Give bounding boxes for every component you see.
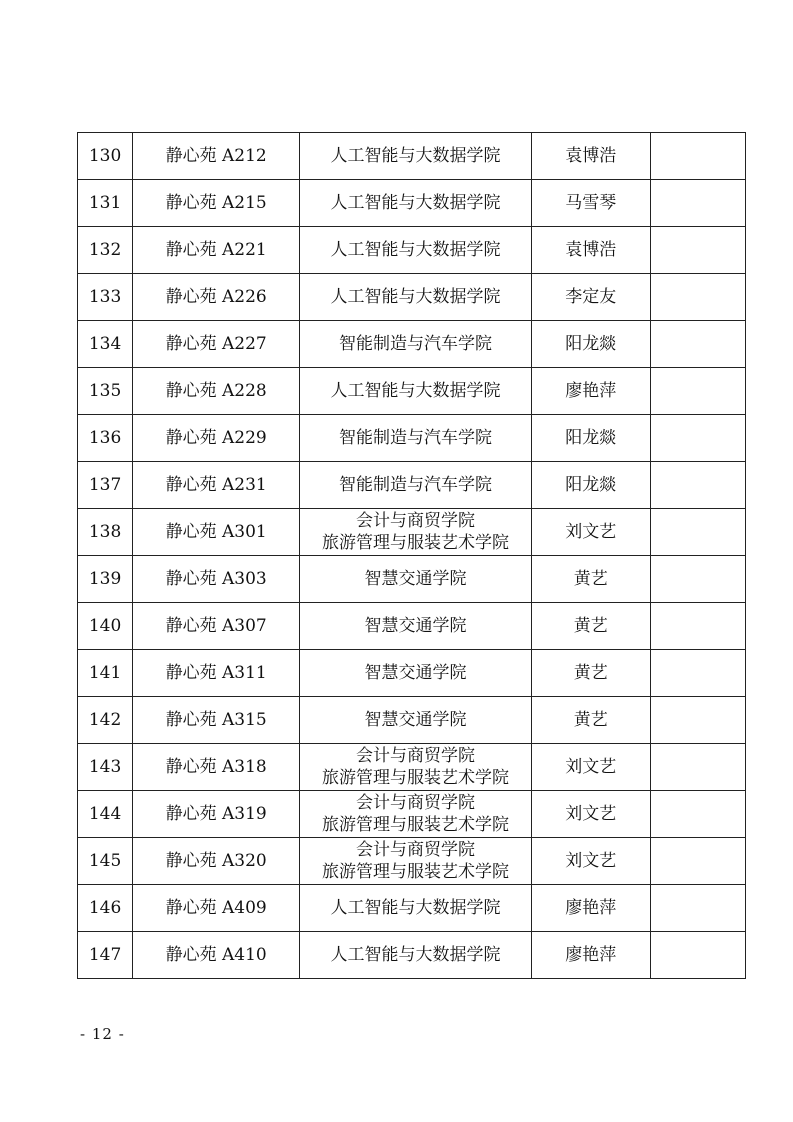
room-cell: 静心苑 A410 [133,932,300,979]
row-number-cell: 146 [78,885,133,932]
unit-cell [300,462,531,509]
room-cell: 静心苑 A226 [133,274,300,321]
unit-cell [300,932,531,979]
room-assignment-table [77,132,746,979]
row-number-cell: 139 [78,556,133,603]
manager-cell: 黄艺 [531,603,650,650]
room-cell: 静心苑 A311 [133,650,300,697]
unit-cell [300,697,531,744]
unit-name: 人工智能与大数据学院 [330,287,501,307]
manager-cell: 阳龙燚 [531,415,650,462]
row-number-cell: 134 [78,321,133,368]
row-number-cell: 138 [78,509,133,556]
table-row [78,650,746,697]
table-row [78,227,746,274]
room-cell: 静心苑 A319 [133,791,300,838]
table-body [78,133,746,979]
unit-name: 人工智能与大数据学院 [330,945,501,965]
note-cell [650,885,745,932]
unit-name: 人工智能与大数据学院 [330,381,501,401]
table-row [78,603,746,650]
note-cell [650,462,745,509]
row-number-cell: 135 [78,368,133,415]
unit-cell [300,274,531,321]
table-row [78,462,746,509]
table-row [78,697,746,744]
unit-name: 人工智能与大数据学院 [330,898,501,918]
unit-cell [300,133,531,180]
row-number-cell: 133 [78,274,133,321]
manager-cell: 廖艳萍 [531,932,650,979]
table-row [78,180,746,227]
note-cell [650,415,745,462]
manager-cell: 刘文艺 [531,838,650,885]
unit-name: 智慧交通学院 [364,663,467,683]
unit-name: 智能制造与汽车学院 [339,428,492,448]
room-cell: 静心苑 A315 [133,697,300,744]
note-cell [650,932,745,979]
unit-name: 会计与商贸学院 [356,840,475,860]
unit-name: 智慧交通学院 [364,616,467,636]
note-cell [650,744,745,791]
table-row [78,321,746,368]
table-row [78,415,746,462]
room-cell: 静心苑 A318 [133,744,300,791]
room-cell: 静心苑 A227 [133,321,300,368]
manager-cell: 黄艺 [531,650,650,697]
unit-cell [300,556,531,603]
table-row [78,791,746,838]
note-cell [650,274,745,321]
row-number-cell: 131 [78,180,133,227]
note-cell [650,838,745,885]
table-row [78,556,746,603]
unit-name: 会计与商贸学院 [356,746,475,766]
note-cell [650,697,745,744]
table-row [78,885,746,932]
note-cell [650,603,745,650]
unit-cell [300,603,531,650]
unit-name: 智能制造与汽车学院 [339,475,492,495]
unit-cell [300,321,531,368]
room-cell: 静心苑 A320 [133,838,300,885]
room-cell: 静心苑 A221 [133,227,300,274]
room-cell: 静心苑 A303 [133,556,300,603]
manager-cell: 阳龙燚 [531,462,650,509]
room-cell: 静心苑 A301 [133,509,300,556]
unit-cell [300,650,531,697]
manager-cell: 阳龙燚 [531,321,650,368]
unit-cell [300,227,531,274]
note-cell [650,368,745,415]
room-cell: 静心苑 A409 [133,885,300,932]
note-cell [650,321,745,368]
row-number-cell: 145 [78,838,133,885]
unit-cell [300,368,531,415]
note-cell [650,180,745,227]
row-number-cell: 140 [78,603,133,650]
unit-name: 人工智能与大数据学院 [330,240,501,260]
unit-cell [300,791,531,838]
row-number-cell: 143 [78,744,133,791]
manager-cell: 袁博浩 [531,133,650,180]
manager-cell: 廖艳萍 [531,368,650,415]
unit-name: 会计与商贸学院 [356,793,475,813]
unit-name: 旅游管理与服装艺术学院 [322,815,509,835]
room-cell: 静心苑 A229 [133,415,300,462]
page-number: - 12 - [80,1025,125,1043]
note-cell [650,509,745,556]
table-row [78,133,746,180]
row-number-cell: 142 [78,697,133,744]
unit-name: 智慧交通学院 [364,710,467,730]
manager-cell: 黄艺 [531,556,650,603]
manager-cell: 刘文艺 [531,791,650,838]
table-row [78,368,746,415]
room-cell: 静心苑 A307 [133,603,300,650]
note-cell [650,556,745,603]
manager-cell: 廖艳萍 [531,885,650,932]
row-number-cell: 147 [78,932,133,979]
unit-cell [300,180,531,227]
manager-cell: 刘文艺 [531,509,650,556]
unit-name: 旅游管理与服装艺术学院 [322,533,509,553]
table-row [78,932,746,979]
unit-cell [300,838,531,885]
unit-name: 智慧交通学院 [364,569,467,589]
note-cell [650,133,745,180]
note-cell [650,227,745,274]
manager-cell: 马雪琴 [531,180,650,227]
manager-cell: 黄艺 [531,697,650,744]
unit-name: 人工智能与大数据学院 [330,193,501,213]
unit-name: 人工智能与大数据学院 [330,146,501,166]
row-number-cell: 144 [78,791,133,838]
room-cell: 静心苑 A228 [133,368,300,415]
row-number-cell: 136 [78,415,133,462]
row-number-cell: 141 [78,650,133,697]
table-row [78,274,746,321]
room-cell: 静心苑 A212 [133,133,300,180]
unit-name: 旅游管理与服装艺术学院 [322,862,509,882]
unit-cell [300,509,531,556]
unit-name: 会计与商贸学院 [356,511,475,531]
room-cell: 静心苑 A215 [133,180,300,227]
manager-cell: 刘文艺 [531,744,650,791]
row-number-cell: 132 [78,227,133,274]
table-row [78,509,746,556]
unit-cell [300,744,531,791]
note-cell [650,791,745,838]
room-cell: 静心苑 A231 [133,462,300,509]
unit-cell [300,415,531,462]
row-number-cell: 130 [78,133,133,180]
unit-name: 旅游管理与服装艺术学院 [322,768,509,788]
unit-name: 智能制造与汽车学院 [339,334,492,354]
manager-cell: 李定友 [531,274,650,321]
manager-cell: 袁博浩 [531,227,650,274]
note-cell [650,650,745,697]
table-row [78,838,746,885]
row-number-cell: 137 [78,462,133,509]
unit-cell [300,885,531,932]
table-row [78,744,746,791]
